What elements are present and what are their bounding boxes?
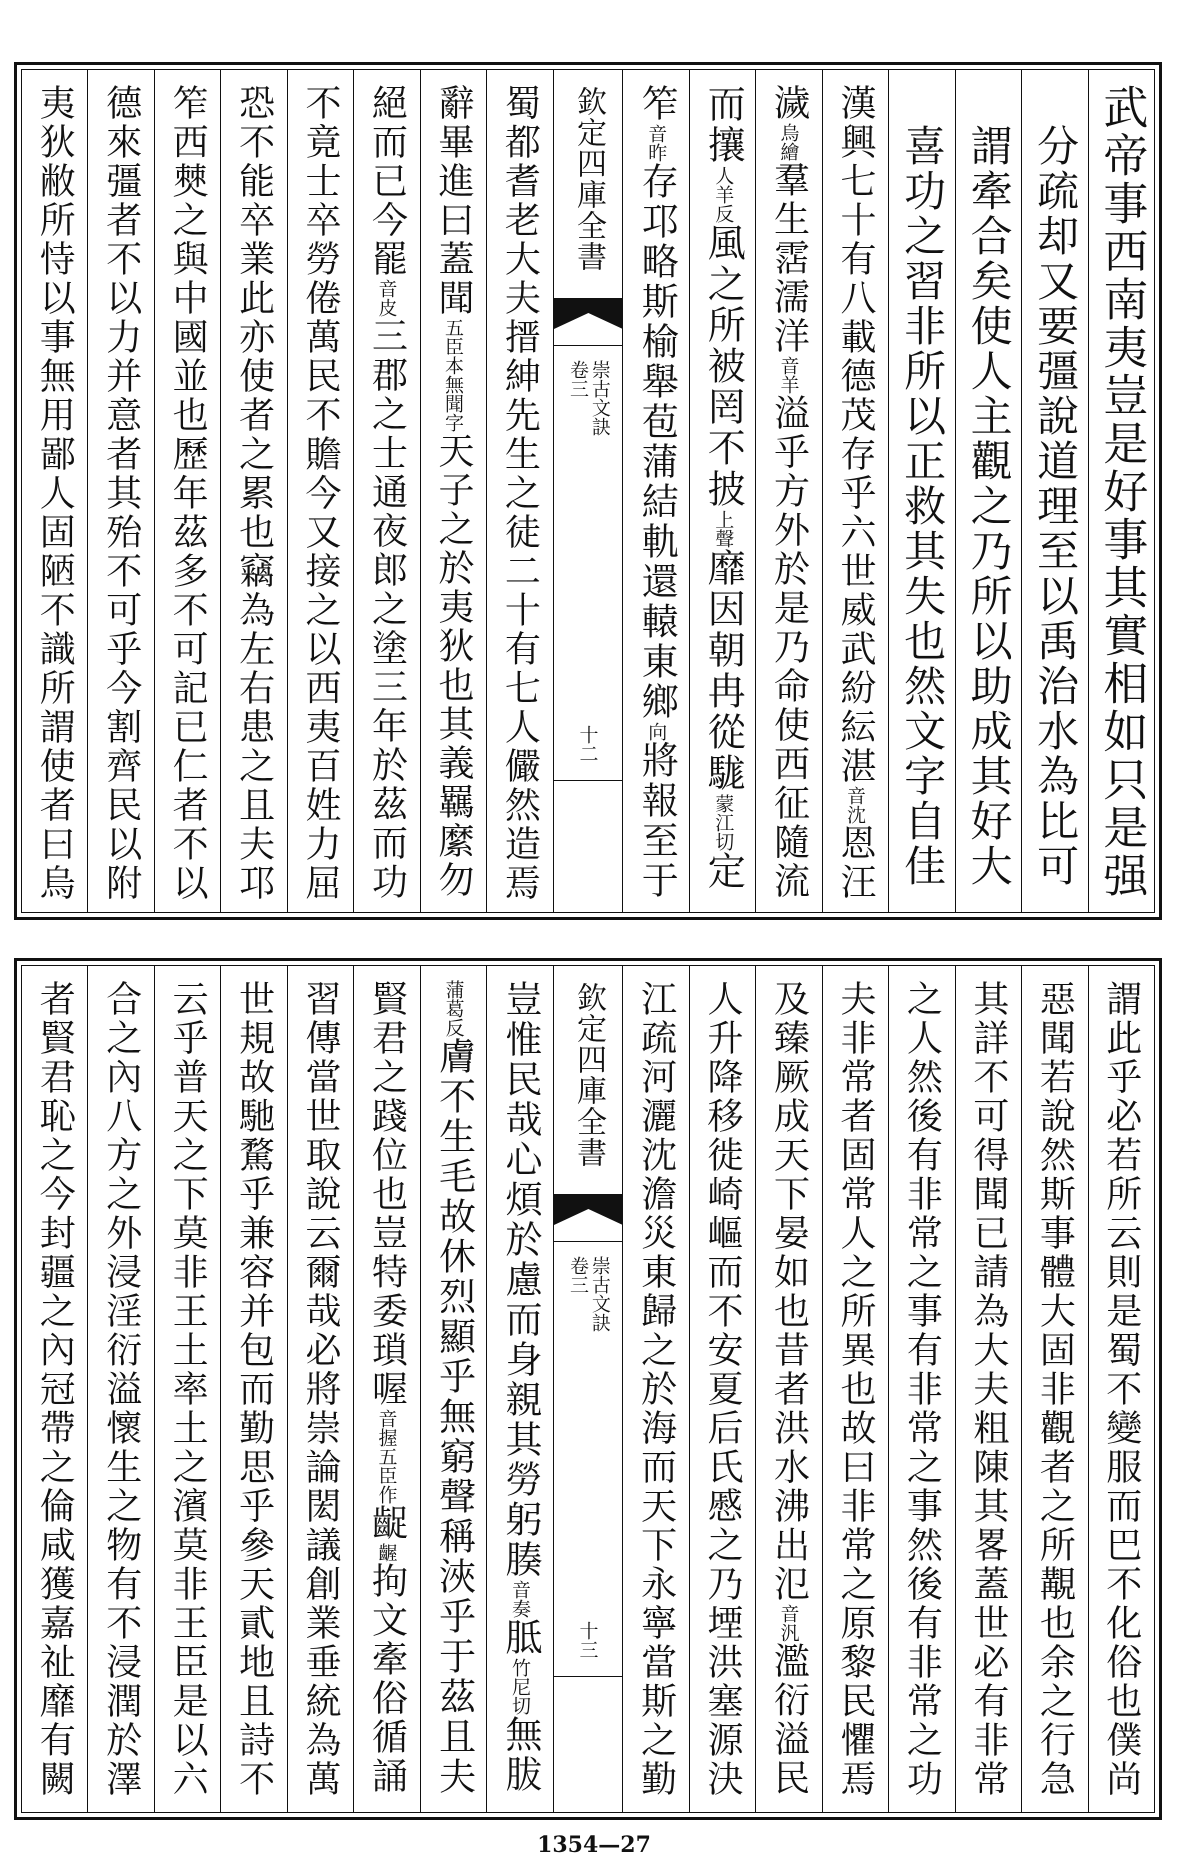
column-text: 其詳不可得聞已請為大夫粗陳其畧蓋世必有非常 — [967, 980, 1009, 1799]
text-column — [822, 70, 888, 912]
column-text: 辭畢進曰蓋聞五臣本無聞字天子之於夷狄也其義羈縻勿 — [432, 84, 474, 900]
text-column — [87, 966, 153, 1812]
text-column — [486, 966, 552, 1812]
text-column — [22, 966, 87, 1812]
annotation: 烏繪 — [777, 123, 800, 161]
section-label: 崇古文訣 卷三 — [567, 360, 611, 436]
text-column — [287, 70, 353, 912]
column-text: 而攘人羊反風之所被罔不披上聲靡因朝冉從駹蒙江切定 — [701, 84, 746, 892]
column-text: 恐不能卒業此亦使者之累也竊為左右患之且夫邛 — [233, 84, 275, 903]
column-text: 笮西僰之與中國並也歷年茲多不可記已仁者不以 — [167, 84, 209, 903]
column-text: 及臻厥成天下晏如也昔者洪水沸出氾音汎濫衍溢民 — [768, 980, 810, 1798]
text-column — [154, 966, 220, 1812]
text-column — [622, 70, 688, 912]
column-text: 世規故馳騖乎兼容并包而勤思乎參天貳地且詩不 — [233, 980, 275, 1799]
page-footer-number: 1354—27 — [537, 1832, 651, 1858]
column-text: 漢興七十有八載德茂存乎六世威武紛紜湛音沈恩汪 — [834, 84, 876, 902]
column-text: 賢君之踐位也豈特委瑣喔音握五臣作齪齷拘文牽俗循誦 — [366, 980, 408, 1796]
column-text: 武帝事西南夷豈是好事其實相如只是强 — [1095, 84, 1149, 900]
annotation: 五臣本無聞字 — [441, 318, 464, 432]
text-column — [689, 70, 755, 912]
annotation: 音皮 — [375, 279, 398, 317]
text-column — [486, 70, 552, 912]
text-column — [420, 70, 486, 912]
text-column — [220, 966, 286, 1812]
column-text: 不竟士卒勞倦萬民不贍今又接之以西夷百姓力屈 — [300, 84, 342, 903]
text-column — [87, 70, 153, 912]
column-text: 豈惟民哉心煩於慮而身親其勞躬腠音奏胝竹尼切無胈 — [499, 980, 543, 1795]
annotation: 竹尼切 — [509, 1658, 532, 1715]
page-margin-header — [553, 966, 623, 1812]
text-column — [1088, 966, 1154, 1812]
annotation: 音握五臣作 — [375, 1409, 398, 1504]
text-column — [1021, 966, 1087, 1812]
column-text: 合之內八方之外浸淫衍溢懷生之物有不浸潤於澤 — [100, 980, 142, 1799]
text-column — [287, 966, 353, 1812]
annotation: 音奏 — [509, 1580, 532, 1618]
annotation: 人羊反 — [712, 166, 735, 223]
text-column — [755, 966, 821, 1812]
book-title: 欽定四庫全書 — [571, 982, 606, 1168]
page-columns — [21, 69, 1155, 913]
text-column — [755, 70, 821, 912]
leaf-number: 十三 — [576, 1621, 599, 1659]
column-text: 夷狄敝所恃以事無用鄙人固陋不識所謂使者曰烏 — [34, 84, 76, 903]
annotation: 音昨 — [645, 124, 668, 162]
text-column — [1088, 70, 1154, 912]
column-text: 絕而已今罷音皮三郡之士通夜郎之塗三年於茲而功 — [366, 84, 408, 902]
page-bottom — [14, 958, 1162, 1820]
text-column — [22, 70, 87, 912]
column-text: 笮音昨存邛略斯榆舉苞蒲結軌還轅東鄉向將報至于 — [635, 84, 679, 901]
annotation: 蒙江切 — [712, 794, 735, 851]
annotation: 上聲 — [712, 510, 735, 548]
book-title: 欽定四庫全書 — [571, 86, 606, 272]
column-text: 習傳當世取說云爾哉必將崇論閎議創業垂統為萬 — [300, 980, 342, 1799]
annotation: 音汎 — [777, 1604, 800, 1642]
text-column — [622, 966, 688, 1812]
annotation: 蒲葛反 — [442, 980, 465, 1037]
column-text: 惡聞若說然斯事體大固非觀者之所覯也余之行急 — [1034, 980, 1076, 1799]
text-column — [888, 70, 954, 912]
column-text: 云乎普天之下莫非王土率土之濱莫非王臣是以六 — [167, 980, 209, 1799]
page-top — [14, 62, 1162, 920]
column-text: 夫非常者固常人之所異也故曰非常之原黎民懼焉 — [834, 980, 876, 1799]
annotation: 音沈 — [843, 786, 866, 824]
page-margin-header — [553, 70, 623, 912]
column-text: 德來彊者不以力并意者其殆不可乎今割齊民以附 — [100, 84, 142, 903]
text-column — [154, 70, 220, 912]
text-column — [220, 70, 286, 912]
column-text: 蜀都耆老大夫搢紳先生之徒二十有七人儼然造焉 — [499, 84, 541, 903]
column-text: 謂牽合矣使人主觀之乃所以助成其好大 — [964, 124, 1014, 889]
text-column — [1021, 70, 1087, 912]
column-text: 濊烏繪羣生霑濡洋音羊溢乎方外於是乃命使西征隨流 — [768, 84, 810, 901]
page-columns — [21, 965, 1155, 1813]
column-text: 謂此乎必若所云則是蜀不變服而巴不化俗也僕尚 — [1100, 980, 1142, 1799]
fish-tail-mark-icon — [554, 1194, 623, 1242]
text-column — [955, 70, 1021, 912]
margin-rule — [554, 780, 623, 781]
text-column — [955, 966, 1021, 1812]
margin-rule — [554, 1676, 623, 1677]
text-column — [353, 70, 419, 912]
column-text: 者賢君恥之今封疆之內冠帶之倫咸獲嘉祉靡有闕 — [34, 980, 76, 1799]
annotation: 向 — [645, 722, 668, 741]
annotation: 音羊 — [777, 356, 800, 394]
column-text: 人升降移徙崎嶇而不安夏后氏慼之乃堙洪塞源決 — [702, 980, 744, 1799]
text-column — [353, 966, 419, 1812]
text-column — [689, 966, 755, 1812]
fish-tail-mark-icon — [554, 298, 623, 346]
column-text: 江疏河灑沈澹災東歸之於海而天下永寧當斯之勤 — [635, 980, 677, 1799]
column-text: 分疏却又要彊說道理至以禹治水為比可 — [1031, 124, 1081, 889]
column-text: 喜功之習非所以正救其失也然文字自佳 — [898, 124, 948, 889]
leaf-number: 十二 — [576, 725, 599, 763]
text-column — [822, 966, 888, 1812]
column-text: 之人然後有非常之事有非常之事然後有非常之功 — [901, 980, 943, 1799]
annotation: 齷 — [375, 1543, 398, 1562]
section-label: 崇古文訣 卷三 — [567, 1256, 611, 1332]
text-column — [888, 966, 954, 1812]
text-column — [420, 966, 486, 1812]
column-text: 蒲葛反膚不生毛故休烈顯乎無窮聲稱浹乎于茲且夫 — [432, 980, 476, 1797]
